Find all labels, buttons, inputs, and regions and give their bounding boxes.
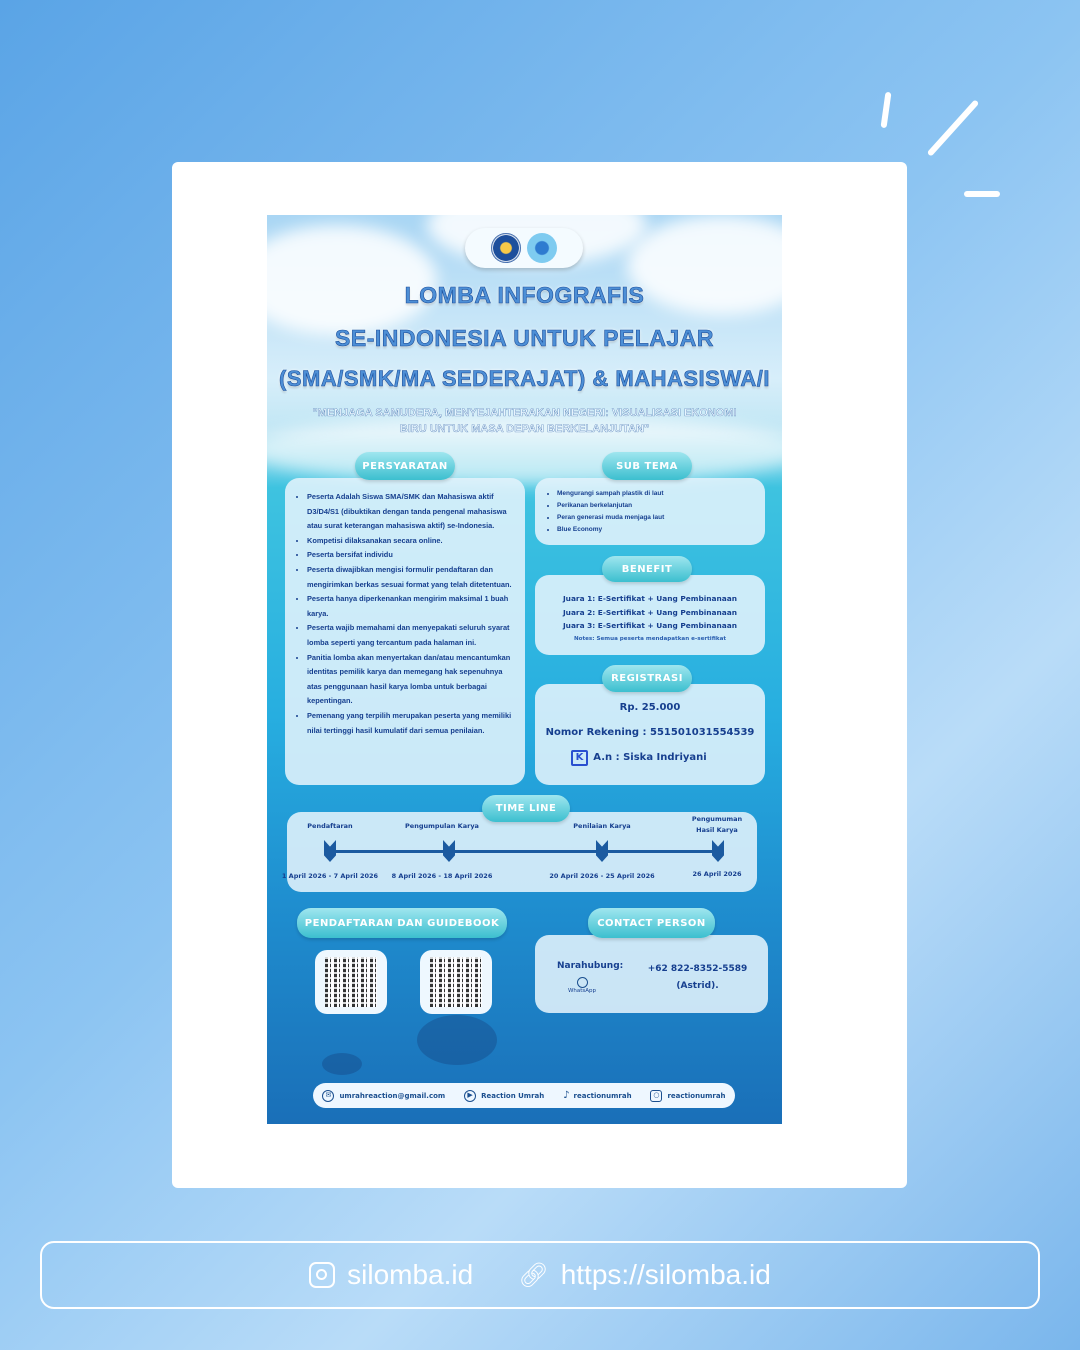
- bottom-link-bar: [40, 1241, 1040, 1309]
- benefit-item: Juara 3: E-Sertifikat + Uang Pembinanaan: [562, 621, 738, 630]
- theme-line: BIRU UNTUK MASA DEPAN BERKELANJUTAN": [399, 423, 650, 435]
- account-holder: A.n : Siska Indriyani: [593, 752, 707, 763]
- guidebook-label: PENDAFTARAN DAN GUIDEBOOK: [297, 908, 507, 938]
- decoration-stroke: [927, 99, 980, 157]
- sub-tema-label: SUB TEMA: [602, 452, 692, 480]
- link-icon: 🔗︎: [518, 1261, 549, 1289]
- registration-qr-code[interactable]: [315, 950, 387, 1014]
- competition-poster: [267, 215, 782, 1124]
- poster-title-line: LOMBA INFOGRAFIS: [404, 282, 645, 308]
- timeline-box: [281, 812, 757, 892]
- poster-title-line: SE-INDONESIA UNTUK PELAJAR: [335, 325, 714, 351]
- timeline-title: Pendaftaran: [307, 822, 353, 830]
- timeline-marker: [324, 840, 336, 862]
- bri-bank-icon: K: [571, 750, 588, 766]
- instagram-handle: silomba.id: [347, 1259, 474, 1290]
- website-link[interactable]: [518, 1259, 771, 1291]
- timeline-title: Penilaian Karya: [573, 822, 631, 830]
- footer-tiktok: reactionumrah: [573, 1092, 632, 1100]
- timeline-date: 1 April 2026 - 7 April 2026: [281, 872, 379, 880]
- timeline-date: 26 April 2026: [692, 870, 742, 878]
- contact-phone: +62 822-8352-5589: [647, 964, 748, 974]
- timeline-date: 20 April 2026 - 25 April 2026: [549, 872, 655, 880]
- requirement-item: • Peserta bersifat individu: [307, 548, 517, 563]
- guidebook-qr-code[interactable]: [420, 950, 492, 1014]
- registrasi-box: [535, 684, 765, 785]
- poster-title-line: (SMA/SMK/MA SEDERAJAT) & MAHASISWA/I: [279, 366, 770, 391]
- registration-fee: Rp. 25.000: [619, 702, 681, 713]
- contact-name: (Astrid).: [676, 981, 719, 991]
- persyaratan-box: [285, 478, 525, 785]
- fish-silhouette: [417, 1015, 497, 1065]
- instagram-icon: ○: [650, 1090, 662, 1102]
- benefit-label: BENEFIT: [602, 556, 692, 582]
- benefit-box: [535, 575, 765, 655]
- requirement-item: • Peserta Adalah Siswa SMA/SMK dan Mahasiswa aktif D3/D4/S1 (dibuktikan dengan tanda pengenal mahasiswa atau surat keterangan mahasiswa aktif) se-Indonesia.: [307, 490, 517, 534]
- theme-line: "MENJAGA SAMUDERA, MENYEJAHTERAKAN NEGERI: VISUALISASI EKONOMI: [312, 407, 737, 419]
- sub-tema-item: • Peran generasi muda menjaga laut: [557, 512, 757, 524]
- requirement-item: • Peserta diwajibkan mengisi formulir pendaftaran dan mengirimkan berkas sesuai format yang telah ditetentuan.: [307, 563, 517, 592]
- fish-silhouette: [322, 1053, 362, 1075]
- sub-tema-box: [535, 478, 765, 545]
- footer-youtube: Reaction Umrah: [481, 1091, 545, 1100]
- instagram-link[interactable]: [309, 1259, 473, 1291]
- youtube-icon: ▶: [464, 1090, 476, 1102]
- email-icon: ✉: [322, 1090, 334, 1102]
- timeline-line: [329, 850, 717, 853]
- timeline-label: TIME LINE: [482, 795, 570, 822]
- poster-footer: [313, 1083, 735, 1108]
- timeline-marker: [712, 840, 724, 862]
- sub-tema-item: • Mengurangi sampah plastik di laut: [557, 488, 757, 500]
- website-url: https://silomba.id: [560, 1259, 771, 1290]
- requirement-item: • Peserta hanya diperkenankan mengirim maksimal 1 buah karya.: [307, 592, 517, 621]
- requirement-item: • Pemenang yang terpilih merupakan peserta yang memiliki nilai tertinggi hasil kumulatif dari semua penilaian.: [307, 709, 517, 738]
- benefit-item: Juara 2: E-Sertifikat + Uang Pembinanaan: [562, 607, 738, 617]
- contact-box: [535, 935, 768, 1013]
- timeline-marker: [443, 840, 455, 862]
- decoration-stroke: [881, 92, 892, 128]
- tiktok-icon: ♪: [563, 1090, 570, 1101]
- registrasi-label: REGISTRASI: [602, 665, 692, 692]
- requirement-item: • Kompetisi dilaksanakan secara online.: [307, 534, 517, 549]
- footer-instagram: reactionumrah: [667, 1091, 726, 1100]
- book-logo: [527, 233, 557, 263]
- sub-tema-item: • Perikanan berkelanjutan: [557, 500, 757, 512]
- timeline-title: Pengumpulan Karya: [405, 822, 479, 830]
- requirement-item: • Peserta wajib memahami dan menyepakati seluruh syarat lomba seperti yang tercantum pada halaman ini.: [307, 621, 517, 650]
- contact-person-label: CONTACT PERSON: [588, 908, 715, 938]
- logo-pill: [465, 228, 583, 268]
- timeline-marker: [596, 840, 608, 862]
- sub-tema-item: • Blue Economy: [557, 524, 757, 536]
- whatsapp-label: WhatsApp: [567, 988, 597, 994]
- instagram-icon: [309, 1262, 335, 1288]
- narahubung-label: Narahubung:: [557, 961, 624, 971]
- persyaratan-label: PERSYARATAN: [355, 452, 455, 480]
- account-number: Nomor Rekening : 551501031554539: [545, 727, 755, 738]
- timeline-date: 8 April 2026 - 18 April 2026: [391, 872, 493, 880]
- requirement-item: • Panitia lomba akan menyertakan dan/atau mencantumkan identitas pemilik karya dan memegang hak sepenuhnya atas penggunaan hasil karya lomba untuk berbagai kepentingan.: [307, 651, 517, 709]
- footer-email: umrahreaction@gmail.com: [339, 1091, 446, 1100]
- timeline-title: Pengumuman Hasil Karya: [691, 815, 743, 834]
- benefit-note: Notes: Semua peserta mendapatkan e-sertifikat: [573, 635, 727, 642]
- decoration-stroke: [964, 191, 1000, 197]
- benefit-item: Juara 1: E-Sertifikat + Uang Pembinanaan: [562, 594, 738, 603]
- organization-logo: [491, 233, 521, 263]
- whatsapp-icon: [577, 977, 588, 988]
